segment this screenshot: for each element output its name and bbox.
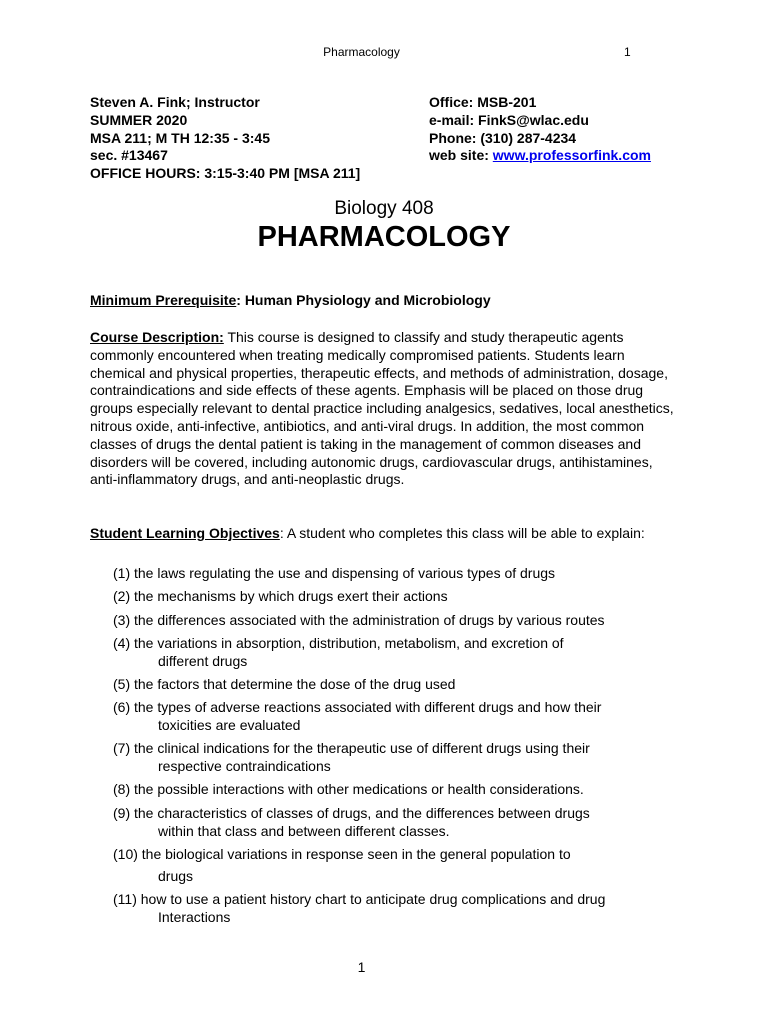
learning-objectives-intro-text: : A student who completes this class will be able to explain: xyxy=(279,525,645,541)
objective-text-continued: different drugs xyxy=(158,652,248,669)
objective-item xyxy=(113,891,673,927)
objective-text: (1) the laws regulating the use and dispensing of various types of drugs xyxy=(113,565,556,581)
objective-text-continued: respective contraindications xyxy=(158,758,331,775)
website-label: web site: xyxy=(429,147,493,164)
objective-item xyxy=(113,588,673,606)
objective-text: (5) the factors that determine the dose of the drug used xyxy=(113,675,456,692)
prerequisite-label: Minimum Prerequisite xyxy=(90,292,237,308)
objective-text: (7) the clinical indications for the therapeutic use of different drugs using their xyxy=(113,740,590,757)
course-description-label: Course Description: xyxy=(90,329,224,345)
section-number: sec. #13467 xyxy=(90,147,168,164)
objectives-list xyxy=(113,565,673,932)
objective-item xyxy=(113,565,673,583)
course-title: PHARMACOLOGY xyxy=(257,221,511,253)
objective-text: (6) the types of adverse reactions associated with different drugs and how their xyxy=(113,699,602,716)
instructor-name: Steven A. Fink; Instructor xyxy=(90,94,260,110)
running-header-page-number: 1 xyxy=(624,45,631,59)
prerequisite xyxy=(90,292,680,310)
learning-objectives-intro xyxy=(90,525,680,543)
schedule: MSA 211; M TH 12:35 - 3:45 xyxy=(90,129,270,146)
running-header-title: Pharmacology xyxy=(323,45,400,59)
course-description-text: This course is designed to classify and study therapeutic agents commonly encountered when treating medically compromised patients. Students learn chemical and physical properties, therapeutic effects, and methods of administration, dosage, contraindications and side effects of these agents. Emphasis will be placed on those drug groups especially relevant to dental practice including analgesics, sedatives, local anesthetics, nitrous oxide, anti-infective, antibiotics, and anti-viral drugs. In addition, the most common classes of drugs the dental patient is taking in the management of common diseases and disorders will be covered, including autonomic drugs, cardiovascular drugs, antihistamines, anti-inflammatory drugs, and anti-neoplastic drugs. xyxy=(90,329,674,488)
objective-item xyxy=(113,699,673,735)
objective-text-continued: Interactions xyxy=(158,908,231,925)
email: e-mail: FinkS@wlac.edu xyxy=(429,111,589,128)
objective-text-continued: within that class and between different classes. xyxy=(158,822,450,839)
contact-info xyxy=(429,94,651,165)
objective-text: (11) how to use a patient history chart to anticipate drug complications and drug xyxy=(113,890,606,907)
prerequisite-value: : Human Physiology and Microbiology xyxy=(236,292,491,308)
footer-page-number: 1 xyxy=(357,959,366,975)
objective-item xyxy=(113,676,673,694)
objective-item xyxy=(113,635,673,671)
objective-text: (9) the characteristics of classes of drugs, and the differences between drugs xyxy=(113,804,590,821)
objective-item xyxy=(113,612,673,630)
learning-objectives-label: Student Learning Objectives xyxy=(90,525,280,541)
term: SUMMER 2020 xyxy=(90,111,188,128)
objective-item xyxy=(113,805,673,841)
objective-text-continued: drugs xyxy=(158,867,194,884)
objective-text: (3) the differences associated with the administration of drugs by various routes xyxy=(113,611,605,628)
objective-text: (10) the biological variations in response seen in the general population to xyxy=(113,845,571,862)
office-hours: OFFICE HOURS: 3:15-3:40 PM [MSA 211] xyxy=(90,165,361,182)
objective-text: (4) the variations in absorption, distribution, metabolism, and excretion of xyxy=(113,634,564,651)
website xyxy=(429,147,651,165)
phone: Phone: (310) 287-4234 xyxy=(429,129,577,146)
objective-text: (2) the mechanisms by which drugs exert their actions xyxy=(113,588,448,605)
office: Office: MSB-201 xyxy=(429,94,537,110)
website-link[interactable]: www.professorfink.com xyxy=(492,147,651,164)
objective-item xyxy=(113,846,673,886)
course-description xyxy=(90,329,680,489)
instructor-info xyxy=(90,94,360,183)
objective-text-continued: toxicities are evaluated xyxy=(158,717,301,734)
objective-text: (8) the possible interactions with other medications or health considerations. xyxy=(113,781,584,798)
running-header xyxy=(0,45,768,63)
course-code: Biology 408 xyxy=(334,198,434,219)
objective-item xyxy=(113,781,673,799)
objective-item xyxy=(113,740,673,776)
